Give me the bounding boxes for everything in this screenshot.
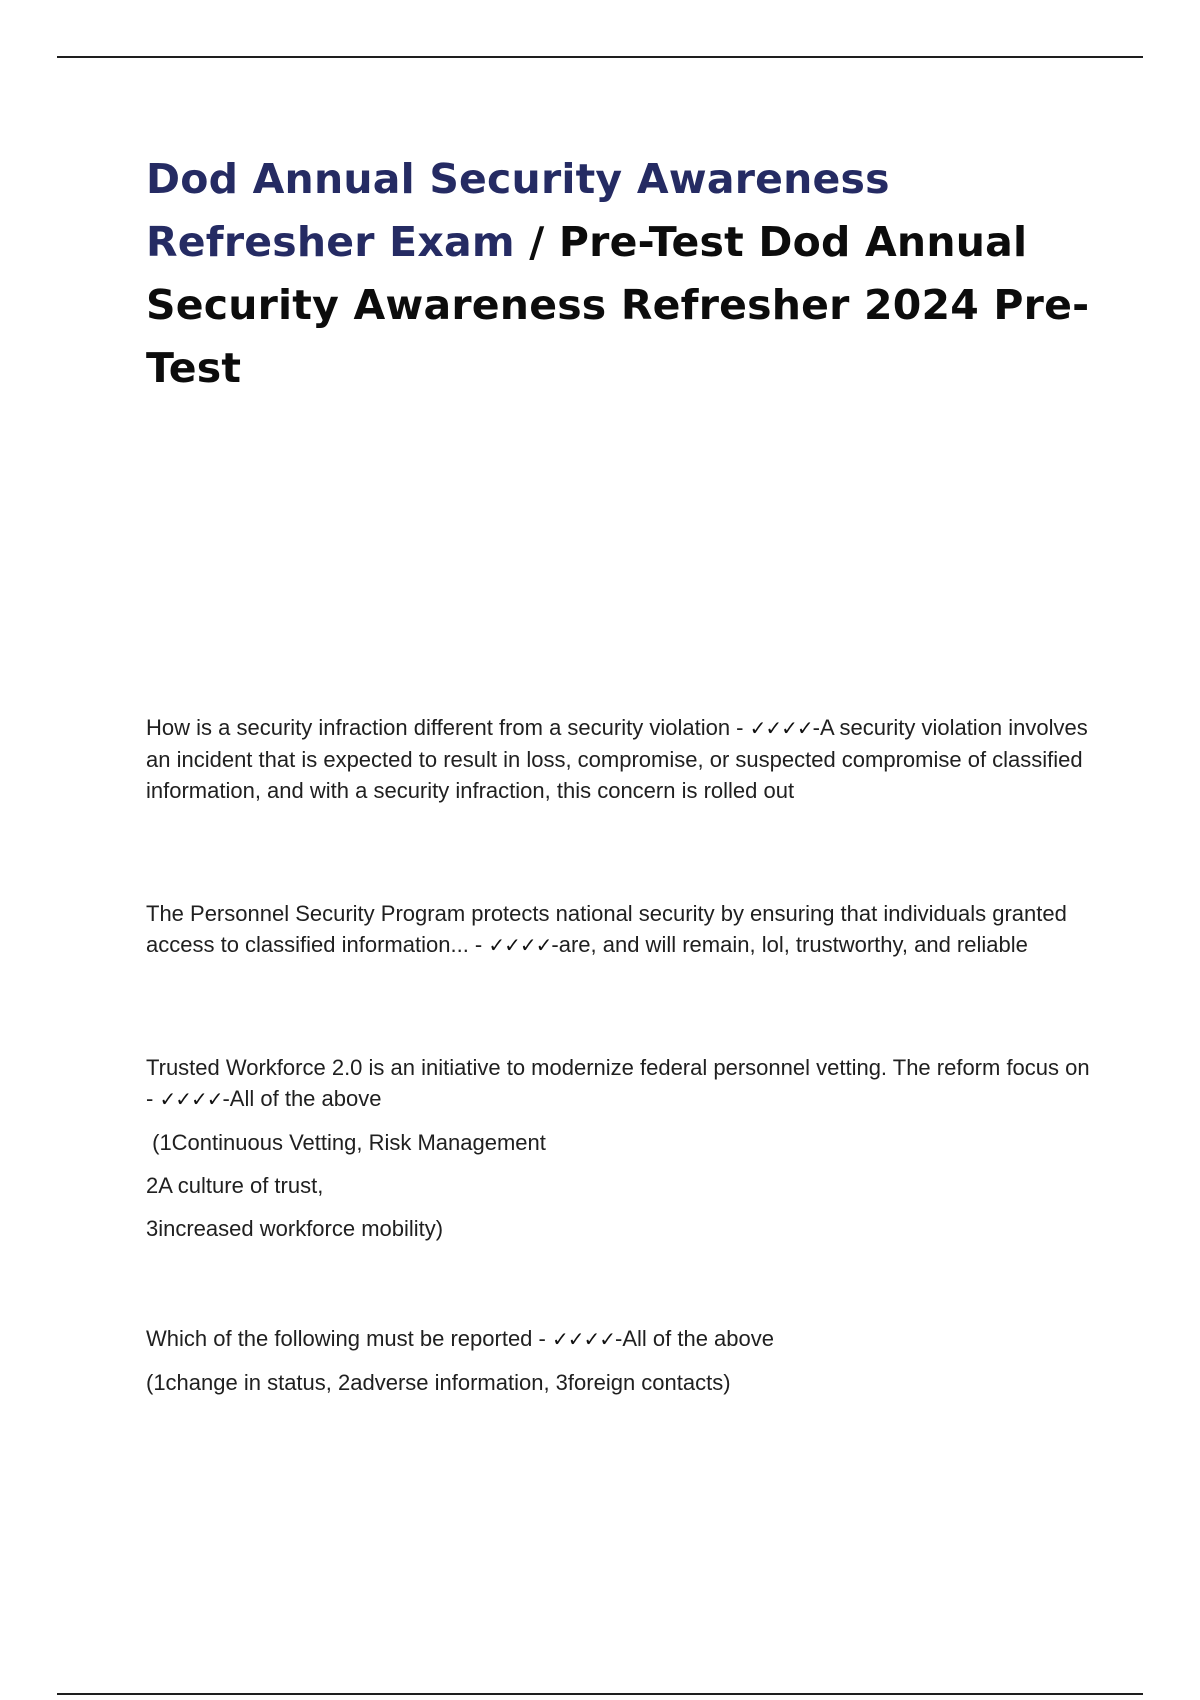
page-title: [146, 148, 1106, 400]
qa-text: [146, 712, 1096, 806]
answer-text: -All of the above: [615, 1326, 774, 1351]
title-link[interactable]: Dod Annual Security Awareness Refresher Exam: [146, 155, 890, 266]
qa-text: [146, 898, 1096, 961]
qa-item-4: [146, 1323, 1096, 1398]
answer-detail: (1change in status, 2adverse information, 3foreign contacts): [146, 1370, 731, 1395]
question-text: The Personnel Security Program protects national security by ensuring that individuals granted access to classified information... -: [146, 901, 1067, 957]
qa-item-2: [146, 898, 1096, 961]
check-marks-icon: ✓✓✓✓: [488, 933, 552, 957]
title-rest: / Pre-Test Dod Annual Security Awareness Refresher 2024 Pre-Test: [146, 218, 1090, 392]
answer-text: -All of the above: [222, 1086, 382, 1111]
qa-text: [146, 1052, 1096, 1115]
answer-detail: 2A culture of trust,: [146, 1173, 324, 1198]
question-text: Trusted Workforce 2.0 is an initiative to modernize federal personnel vetting. The reform focus on -: [146, 1055, 1090, 1111]
answer-detail: 3increased workforce mobility): [146, 1216, 444, 1241]
answer-text: -are, and will remain, lol, trustworthy, and reliable: [551, 932, 1028, 957]
answer-text: -A security violation involves an incident that is expected to result in loss, compromise, or suspected compromise of classified information, and with a security infraction, this concern is rolled out: [146, 715, 1088, 803]
check-marks-icon: ✓✓✓✓: [159, 1087, 223, 1111]
answer-detail: (1Continuous Vetting, Risk Management: [146, 1130, 546, 1155]
check-marks-icon: ✓✓✓✓: [551, 1327, 615, 1351]
qa-text: [146, 1323, 1096, 1355]
qa-item-3: [146, 1052, 1096, 1244]
footer-rule: [57, 1693, 1143, 1695]
question-text: Which of the following must be reported -: [146, 1326, 552, 1351]
qa-item-1: [146, 712, 1096, 806]
check-marks-icon: ✓✓✓✓: [749, 716, 813, 740]
question-text: How is a security infraction different from a security violation -: [146, 715, 750, 740]
header-rule: [57, 56, 1143, 58]
